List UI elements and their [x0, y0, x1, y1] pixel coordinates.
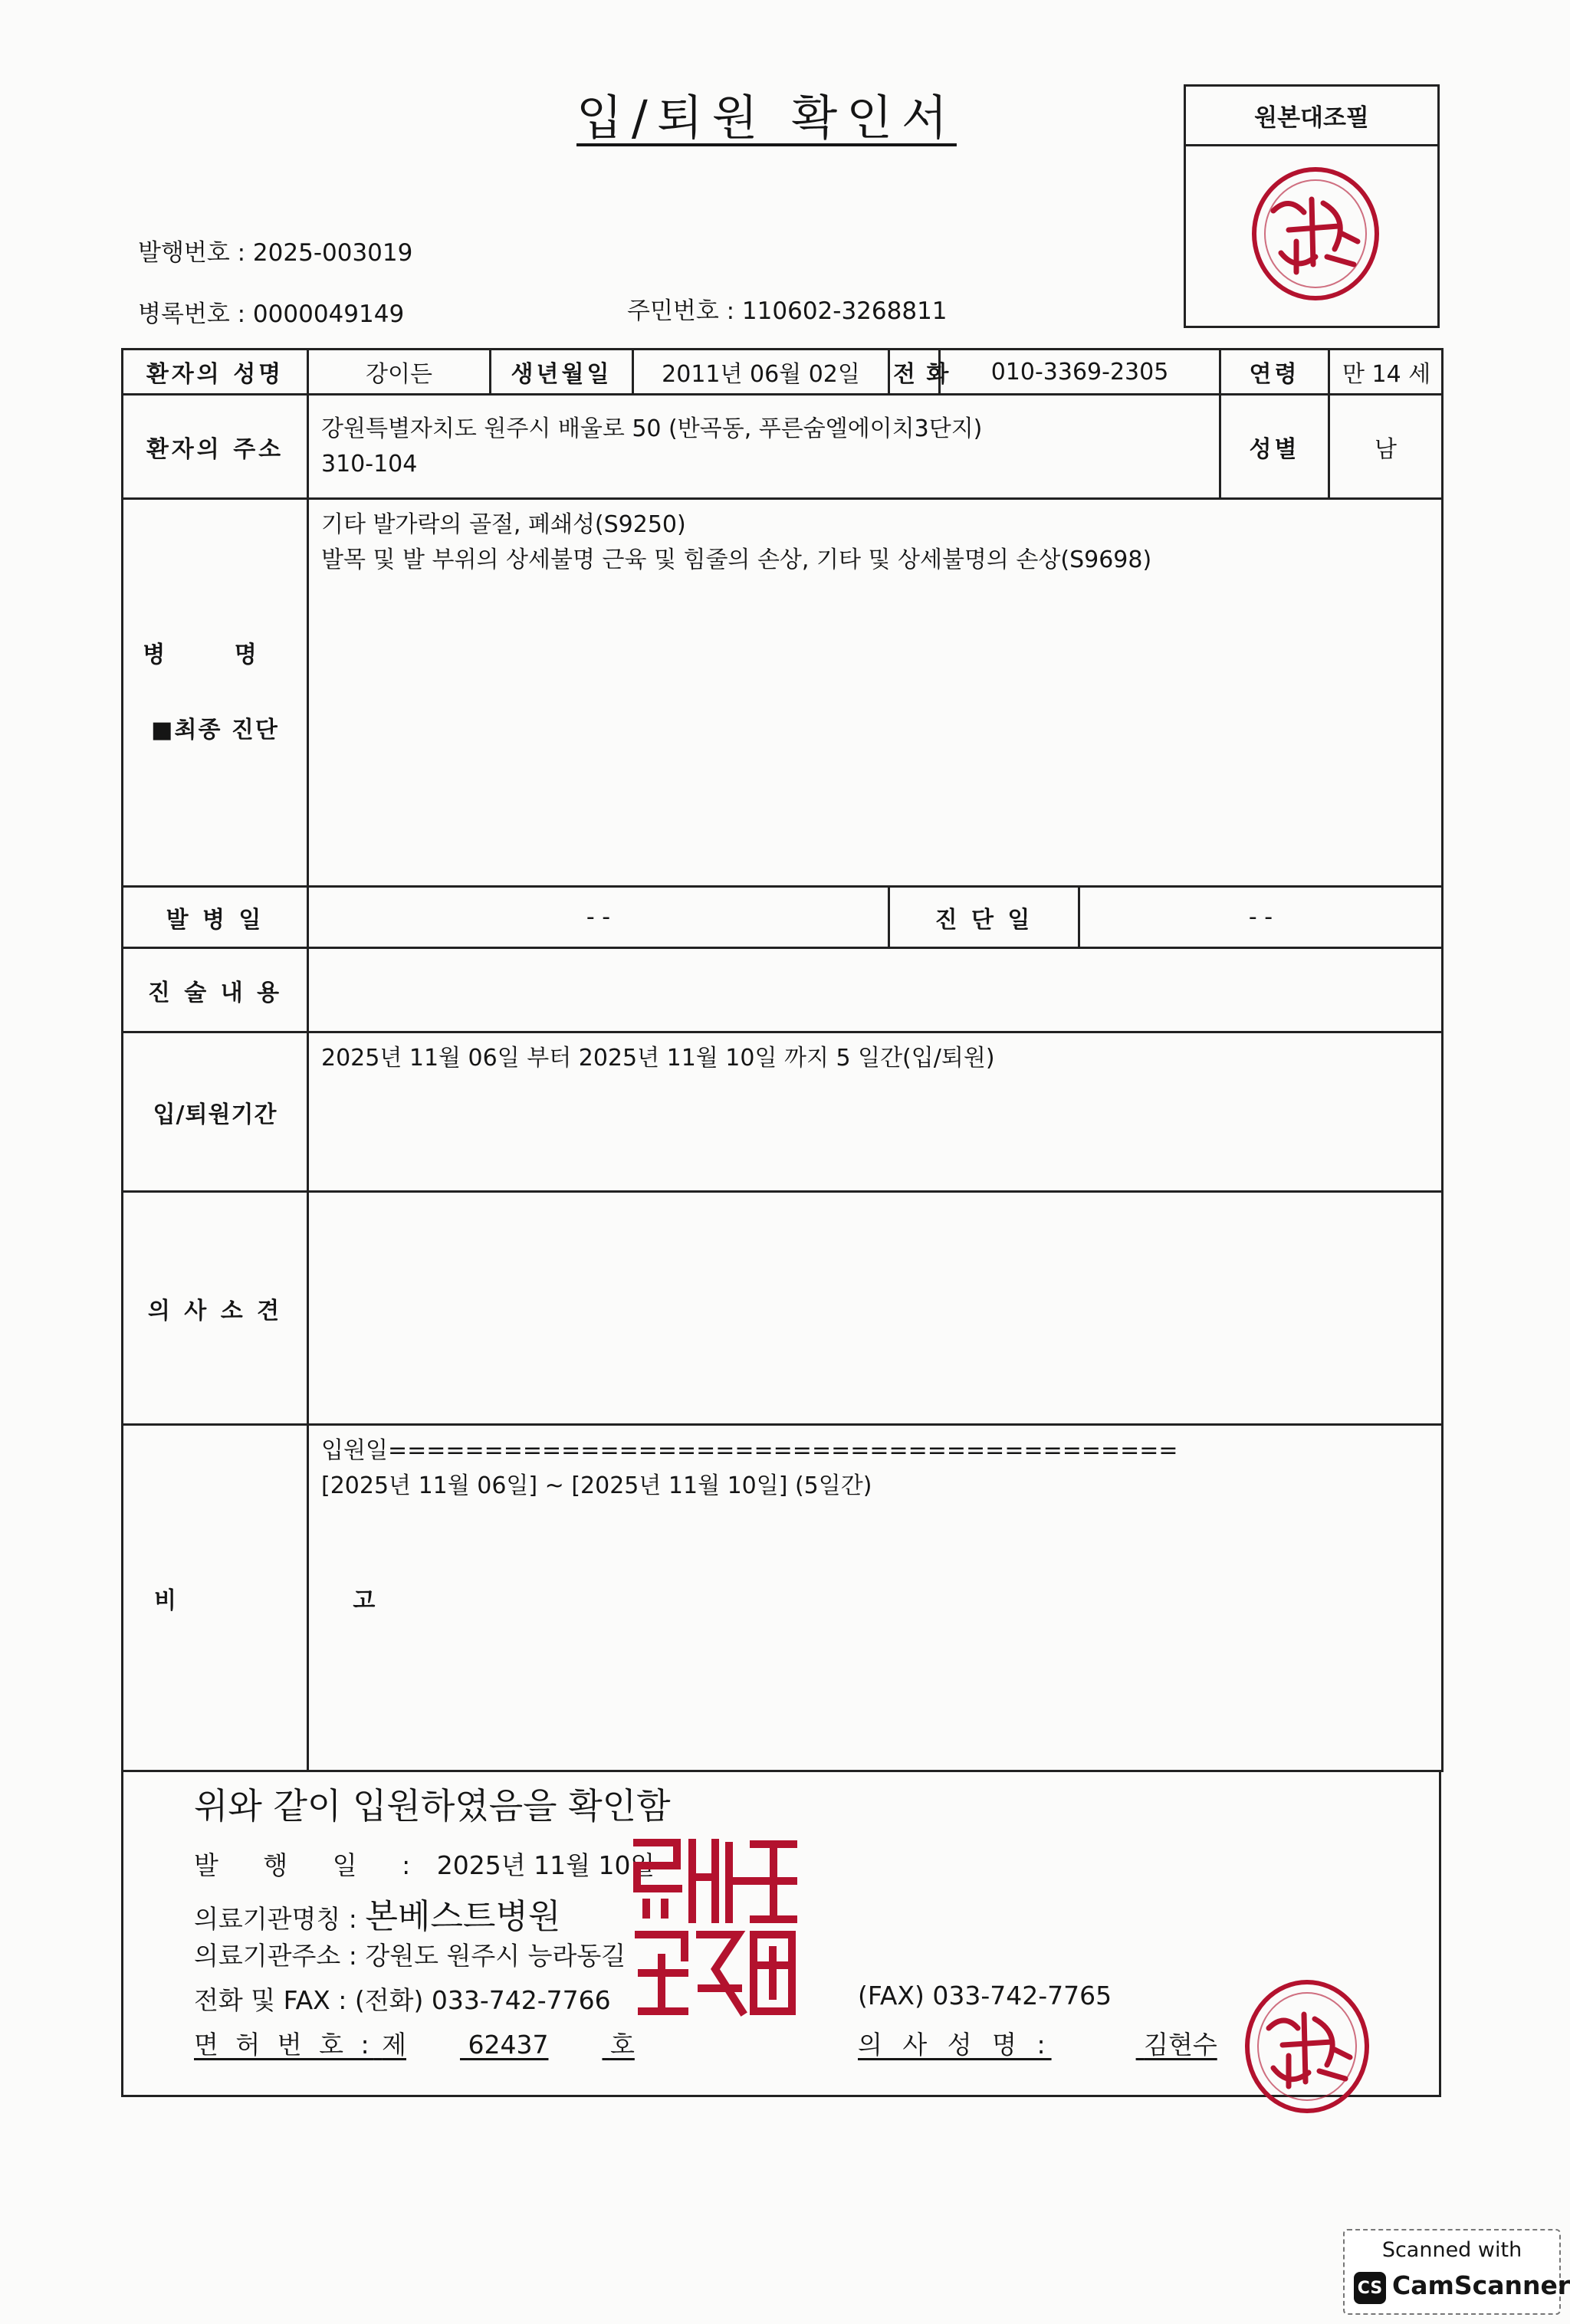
certificate-footer — [121, 1772, 1441, 2097]
diagnosis-label-2: ■최종 진단 — [151, 716, 279, 743]
doctor-seal-icon — [1238, 1974, 1376, 2119]
period-label: 입/퇴원기간 — [123, 1032, 308, 1192]
camscanner-text: CamScanner — [1392, 2270, 1570, 2300]
birth-date: 2011년 06월 02일 — [633, 350, 889, 395]
certificate-table — [121, 348, 1444, 1772]
diagnosis-content — [308, 499, 1443, 887]
document-title: 입/퇴원 확인서 — [576, 90, 957, 146]
opinion-label: 의 사 소 견 — [123, 1192, 308, 1425]
original-check-seal-icon — [1243, 157, 1388, 310]
hospital-address-label: 의료기관주소 : — [194, 1941, 357, 1971]
hospital-seal-icon — [631, 1835, 800, 2019]
license-number: 62437 — [468, 2030, 549, 2060]
camscanner-watermark — [1343, 2229, 1570, 2315]
diagnosis-label-1: 병 명 — [143, 641, 287, 668]
opinion-value — [308, 1192, 1443, 1425]
diagnosis-line-2: 발목 및 발 부위의 상세불명 근육 및 힘줄의 손상, 기타 및 상세불명의 손상(S9698) — [321, 547, 1152, 573]
hospital-address: 강원도 원주시 능라동길 — [365, 1941, 626, 1971]
remarks-line-2: [2025년 11월 06일] ~ [2025년 11월 10일] (5일간) — [321, 1472, 872, 1499]
statement-value — [308, 948, 1443, 1032]
issue-date-row — [194, 1846, 655, 1882]
age-label: 연령 — [1220, 350, 1329, 395]
diagnosis-label — [123, 499, 308, 887]
phone-fax-row — [194, 1981, 611, 2017]
remarks-line-1: 입원일========================================= — [321, 1437, 1178, 1464]
diagnosis-line-1: 기타 발가락의 골절, 폐쇄성(S9250) — [321, 511, 686, 538]
issue-date: 2025년 11월 10일 — [436, 1850, 655, 1880]
license-suffix: 호 — [609, 2030, 635, 2060]
hospital-address-row — [194, 1936, 626, 1972]
camscanner-logo-icon: CS — [1354, 2272, 1386, 2304]
hospital-name: 본베스트병원 — [365, 1897, 561, 1936]
doctor-name: 김현수 — [1144, 2030, 1217, 2060]
record-number: 병록번호 : 0000049149 — [138, 300, 405, 328]
resident-number: 주민번호 : 110602-3268811 — [627, 297, 948, 325]
onset-date: - - — [308, 887, 889, 948]
patient-phone: 010-3369-2305 — [940, 350, 1220, 395]
remarks-content — [308, 1425, 1443, 1771]
diag-date: - - — [1079, 887, 1443, 948]
confirm-statement: 위와 같이 입원하였음을 확인함 — [194, 1785, 671, 1827]
phone-fax-label: 전화 및 FAX : — [194, 1985, 347, 2015]
hospital-fax: (FAX) 033-742-7765 — [858, 1981, 1112, 2011]
patient-name: 강이든 — [308, 350, 491, 395]
period-value — [308, 1032, 1443, 1192]
address-label: 환자의 주소 — [123, 395, 308, 499]
diag-date-label: 진 단 일 — [889, 887, 1079, 948]
address-line-2: 310-104 — [321, 450, 418, 478]
hospital-row — [194, 1889, 560, 1938]
patient-age: 만 14 세 — [1329, 350, 1443, 395]
address-line-1: 강원특별자치도 원주시 배울로 50 (반곡동, 푸른숨엘에이치3단지) — [321, 415, 983, 442]
issue-number: 발행번호 : 2025-003019 — [138, 239, 413, 267]
period-text: 2025년 11월 06일 부터 2025년 11월 10일 까지 5 일간(입/퇴원) — [321, 1045, 995, 1072]
phone-label: 전 화 — [889, 350, 940, 395]
issue-date-label: 발 행 일 : — [194, 1850, 429, 1880]
license-label: 면 허 번 호 : — [194, 2030, 374, 2060]
patient-sex: 남 — [1329, 395, 1443, 499]
original-check-label: 원본대조필 — [1186, 87, 1437, 146]
license-row — [194, 2025, 635, 2061]
onset-label: 발 병 일 — [123, 887, 308, 948]
scanned-with-text: Scanned with — [1381, 2238, 1522, 2262]
hospital-phone: (전화) 033-742-7766 — [354, 1985, 611, 2015]
hospital-label: 의료기관명칭 : — [194, 1904, 357, 1934]
doctor-label: 의 사 성 명 : — [858, 2030, 1052, 2060]
statement-label: 진 술 내 용 — [123, 948, 308, 1032]
sex-label: 성별 — [1220, 395, 1329, 499]
original-check-box — [1184, 84, 1440, 328]
name-label: 환자의 성명 — [123, 350, 308, 395]
license-prefix: 제 — [382, 2030, 406, 2060]
remarks-label: 비 고 — [123, 1425, 308, 1771]
patient-address — [308, 395, 1220, 499]
birth-label: 생년월일 — [491, 350, 633, 395]
doctor-row — [858, 2025, 1271, 2061]
